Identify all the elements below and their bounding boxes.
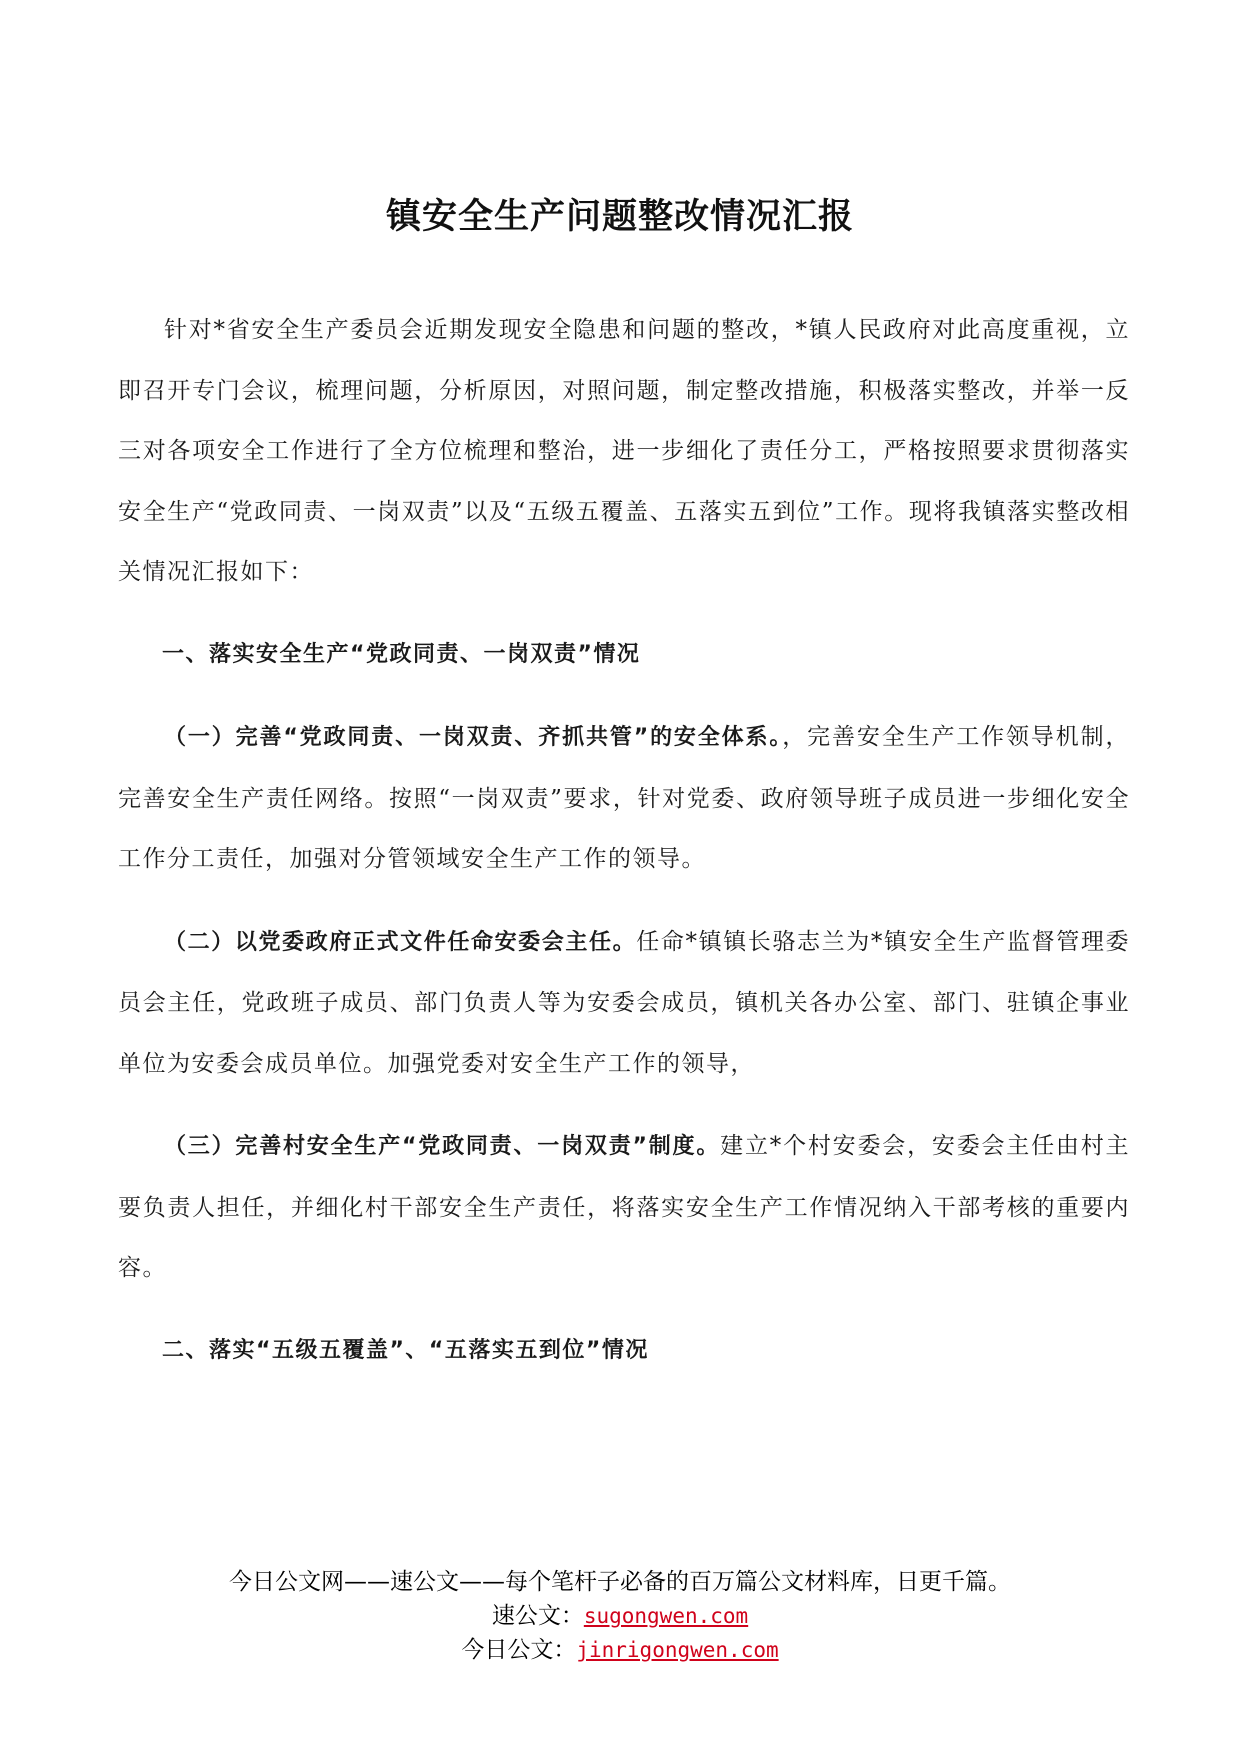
item-3-text: 建立*个村安委会，安委会主任由村主要负责人担任，并细化村干部安全生产责任，将落实安全生产工作情况纳入干部考核的重要内容。 [118,1133,1131,1281]
intro-paragraph: 针对*省安全生产委员会近期发现安全隐患和问题的整改，*镇人民政府对此高度重视，立即召开专门会议，梳理问题，分析原因，对照问题，制定整改措施，积极落实整改，并举一反三对各项安全工作进行了全方位梳理和整治，进一步细化了责任分工，严格按照要求贯彻落实安全生产“党政同责、一岗双责”以及“五级五覆盖、五落实五到位”工作。现将我镇落实整改相关情况汇报如下： [118,317,1130,585]
jinrigongwen-link[interactable]: jinrigongwen.com [576,1638,779,1662]
item-3-lead: （三）完善村安全生产“党政同责、一岗双责”制度。 [164,1134,721,1159]
section-1-heading: 一、落实安全生产“党政同责、一岗双责”情况 [162,641,641,667]
section-2-heading: 二、落实“五级五覆盖”、“五落实五到位”情况 [162,1337,649,1363]
document-title: 镇安全生产问题整改情况汇报 [385,196,854,237]
footer-label-sugongwen: 速公文： [491,1603,584,1629]
footer-slogan: 今日公文网——速公文——每个笔杆子必备的百万篇公文材料库，日更千篇。 [229,1569,1011,1595]
footer-line-jinrigongwen [0,1633,1240,1667]
document-body [118,300,1130,1381]
item-1-text: ，完善安全生产工作领导机制，完善安全生产责任网络。按照“一岗双责”要求，针对党委、政府领导班子成员进一步细化安全工作分工责任，加强对分管领域安全生产工作的领导。 [118,724,1131,872]
item-1-lead: （一）完善“党政同责、一岗双责、齐抓共管”的安全体系。 [164,725,783,750]
section-1-item-1 [118,707,1130,890]
section-1-item-3 [118,1116,1130,1299]
item-2-lead: （二）以党委政府正式文件任命安委会主任。 [164,929,637,955]
footer-label-jinrigongwen: 今日公文： [461,1637,577,1663]
section-1-item-2 [118,912,1130,1095]
item-2-text: 任命*镇镇长骆志兰为*镇安全生产监督管理委员会主任，党政班子成员、部门负责人等为安委会成员，镇机关各办公室、部门、驻镇企事业单位为安委会成员单位。加强党委对安全生产工作的领导， [118,928,1130,1077]
footer-line-sugongwen [0,1599,1240,1633]
footer-promo [0,1565,1240,1667]
sugongwen-link[interactable]: sugongwen.com [583,1604,749,1628]
